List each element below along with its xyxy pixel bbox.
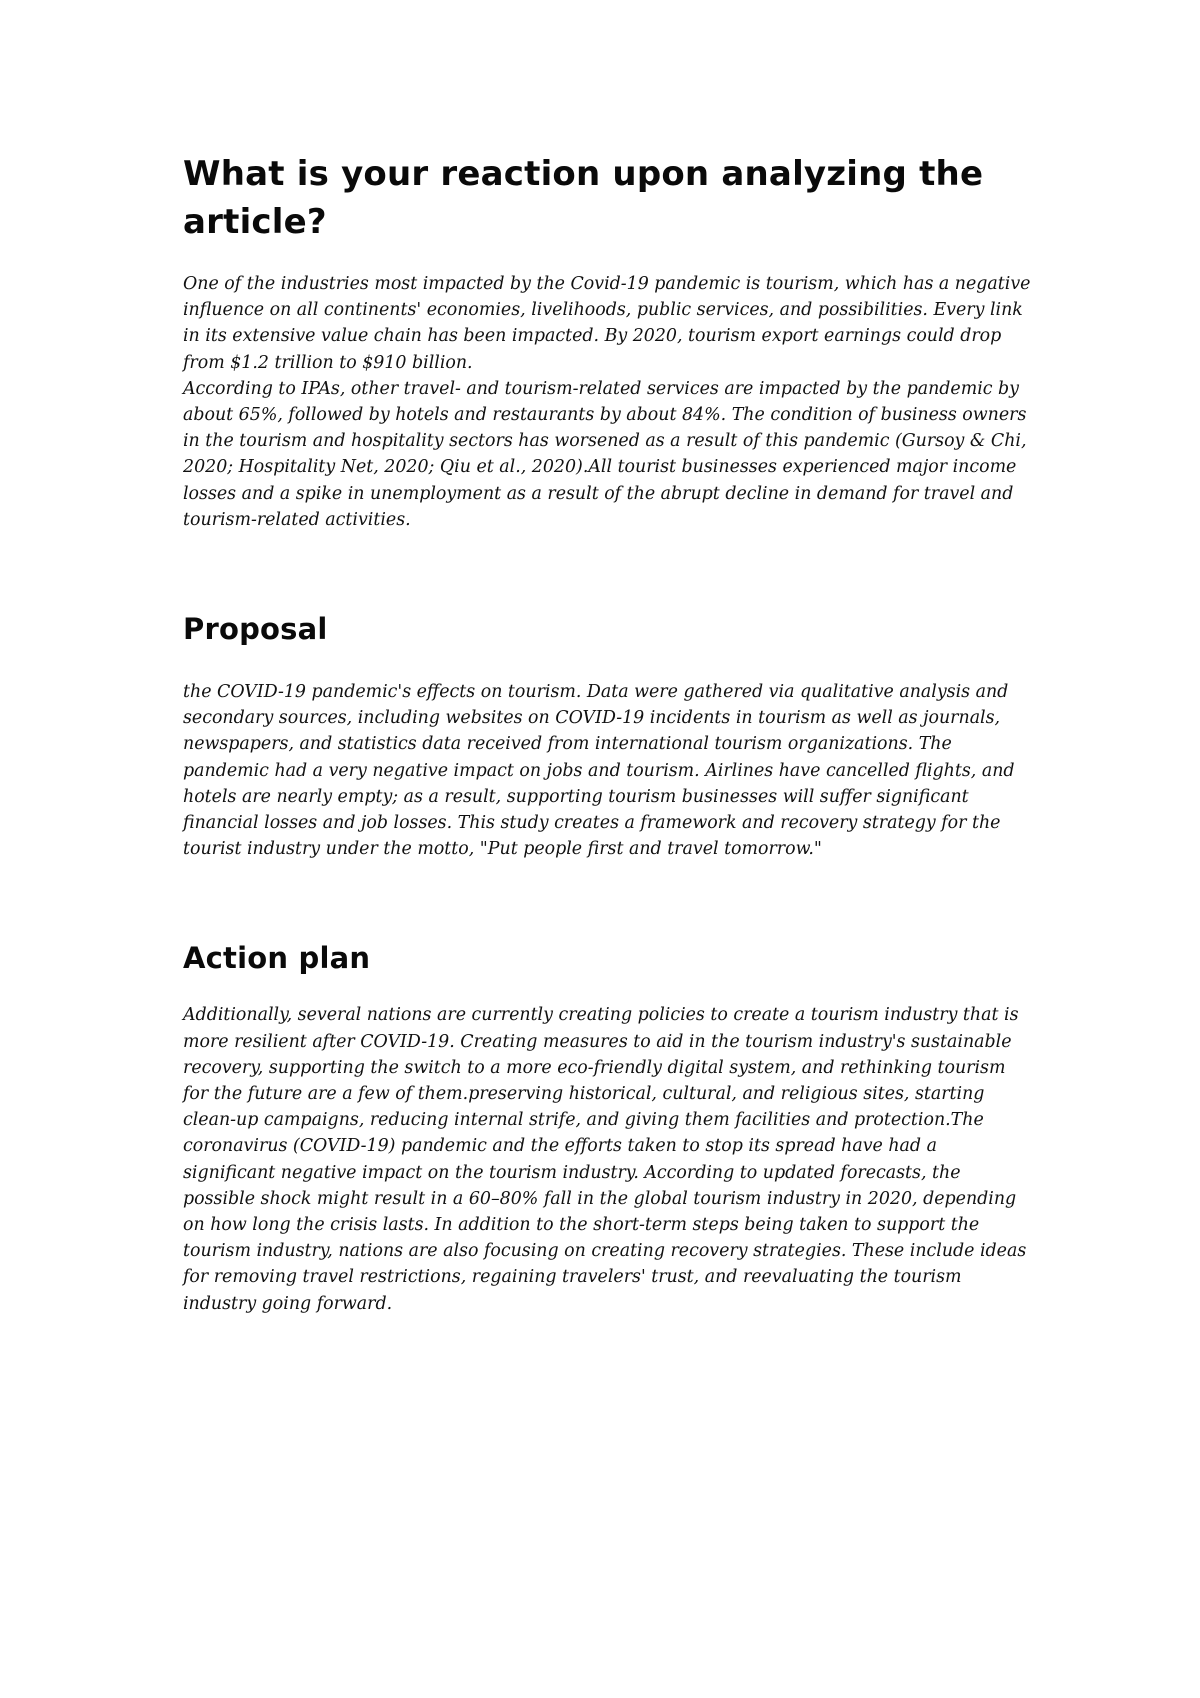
section-heading-reaction: What is your reaction upon analyzing the article? [183, 154, 984, 242]
paragraph-action-plan: Additionally, several nations are currently creating policies to create a tourism industry that is more resilient after COVID-19. Creating measures to aid in the tourism industry's sustainable recovery, supporting the switch to a more eco-friendly digital system, and rethinking tourism for the future are a few of them.preserving historical, cultural, and religious sites, starting clean-up campaigns, reducing internal strife, and giving them facilities and protection.The coronavirus (COVID-19) pandemic and the efforts taken to stop its spread have had a significant negative impact on the tourism industry. According to updated forecasts, the possible shock might result in a 60–80% fall in the global tourism industry in 2020, depending on how long the crisis lasts. In addition to the short-term steps being taken to support the tourism industry, nations are also focusing on creating recovery strategies. These include ideas for removing travel restrictions, regaining travelers' trust, and reevaluating the tourism industry going forward. [183, 1005, 1027, 1314]
section-heading-proposal: Proposal [183, 612, 328, 647]
section-body-reaction [183, 271, 1031, 533]
paragraph-covid-tourism-impact: One of the industries most impacted by the Covid-19 pandemic is tourism, which has a negative influence on all continents' economies, livelihoods, public services, and possibilities. Every link in its extensive value chain has been impacted. By 2020, tourism export earnings could drop from $1.2 trillion to $910 billion. [183, 274, 1031, 373]
section-body-action-plan [183, 1002, 1031, 1316]
document-body [183, 150, 1031, 1317]
paragraph-proposal: the COVID-19 pandemic's effects on tourism. Data were gathered via qualitative analysis and secondary sources, including websites on COVID-19 incidents in tourism as well as journals, newspapers, and statistics data received from international tourism organizations. The pandemic had a very negative impact on jobs and tourism. Airlines have cancelled flights, and hotels are nearly empty; as a result, supporting tourism businesses will suffer significant financial losses and job losses. This study creates a framework and recovery strategy for the tourist industry under the motto, "Put people first and travel tomorrow." [183, 682, 1015, 860]
section-body-proposal [183, 679, 1031, 862]
section-heading-action-plan: Action plan [183, 941, 371, 976]
paragraph-ipas-impact: According to IPAs, other travel- and tourism-related services are impacted by the pandemic by about 65%, followed by hotels and restaurants by about 84%. The condition of business owners in the tourism and hospitality sectors has worsened as a result of this pandemic (Gursoy & Chi, 2020; Hospitality Net, 2020; Qiu et al., 2020).All tourist businesses experienced major income losses and a spike in unemployment as a result of the abrupt decline in demand for travel and tourism-related activities. [183, 378, 1027, 530]
